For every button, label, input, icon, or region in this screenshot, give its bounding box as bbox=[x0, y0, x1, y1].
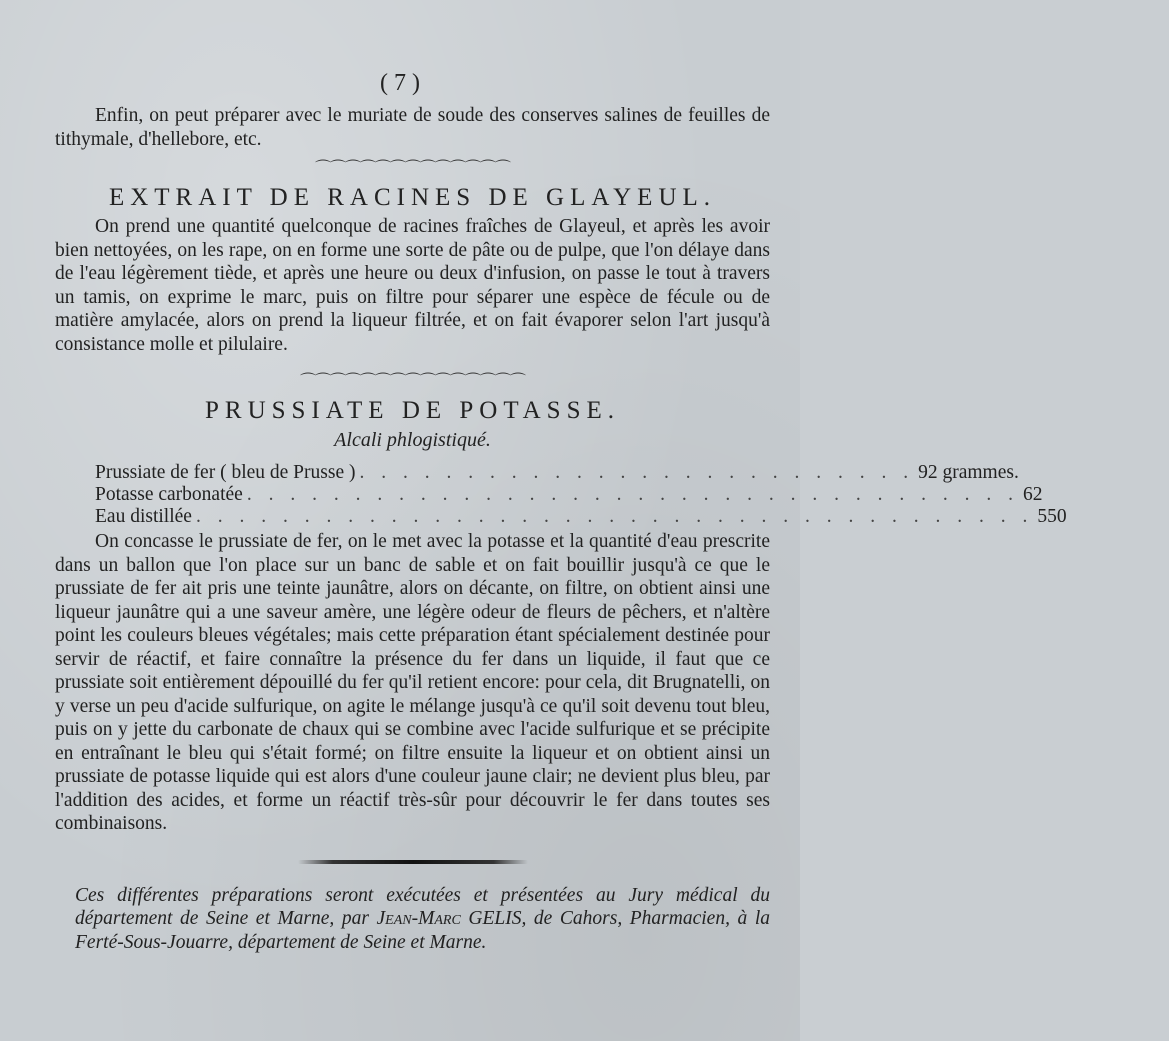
leader-dots: . . . . . . . . . . . . . . . . . . . . . . . . . . . . . . . . . . . . . . . bbox=[195, 506, 1034, 527]
section-title-prussiate: PRUSSIATE DE POTASSE. bbox=[204, 397, 621, 424]
ingredient-name: Eau distillée bbox=[95, 506, 192, 527]
ingredient-name: Potasse carbonatée bbox=[95, 484, 243, 505]
ingredient-row bbox=[55, 484, 1043, 506]
leader-dots: . . . . . . . . . . . . . . . . . . . . . . . . . . . . . . . . . . . . bbox=[246, 484, 1019, 505]
ingredient-row bbox=[55, 462, 1019, 484]
ingredient-quantity: 92 grammes. bbox=[918, 462, 1019, 483]
prussiate-paragraph: On concasse le prussiate de fer, on le met avec la potasse et la quantité d'eau prescrite dans un ballon que l'on place sur un banc de sable et on fait bouillir jusqu'à ce que le prussiate de fer ait pris une teinte jaunâtre, alors on décante, on filtre, on obtient ainsi une liqueur jaunâtre qui a une saveur amère, une légère odeur de fleurs de pêchers, et n'altère point les couleurs bleues végétales; mais cette préparation étant spécialement destinée pour servir de réactif, et faire connaître la présence du fer dans un liquide, il faut que ce prussiate soit entièrement dépouillé du fer qu'il retient encore: pour cela, dit Brugnatelli, on y verse un peu d'acide sulfurique, on agite le mélange jusqu'à ce qu'il soit devenu tout bleu, puis on y jette du carbonate de chaux qui se combine avec l'acide sulfurique et se précipite en entraînant le bleu qui s'était formé; on filtre ensuite la liqueur et on obtient ainsi un prussiate de potasse liquide qui est alors d'une couleur jaune clair; ne devient plus bleu, par l'addition des acides, et forme un réactif très-sûr pour découvrir le fer dans toutes ses combinaisons. bbox=[55, 531, 770, 834]
ingredient-quantity: 62 bbox=[1022, 484, 1043, 505]
ornament-divider-2: ⌒⌒⌒⌒⌒⌒⌒⌒⌒⌒⌒⌒⌒⌒⌒ bbox=[299, 371, 525, 390]
section-title-glayeul: EXTRAIT DE RACINES DE GLAYEUL. bbox=[108, 184, 717, 211]
author-name: Jean-Marc GELIS bbox=[376, 908, 522, 929]
page-number: ( 7 ) bbox=[380, 70, 420, 96]
section-subtitle: Alcali phlogistiqué. bbox=[334, 429, 491, 451]
closing-paragraph bbox=[55, 884, 770, 955]
closing-text-start: Ces différentes préparations seront exécutées et présentées au Jury médical du département de Seine et Marne, par bbox=[75, 884, 770, 929]
ingredient-name: Prussiate de fer ( bleu de Prusse ) bbox=[95, 462, 356, 483]
intro-paragraph: Enfin, on peut préparer avec le muriate de soude des conserves salines de feuilles de tithymale, d'hellebore, etc. bbox=[55, 105, 770, 150]
ingredient-row bbox=[55, 506, 1067, 528]
ingredient-list bbox=[55, 462, 1067, 528]
leader-dots: . . . . . . . . . . . . . . . . . . . . . . . . . . bbox=[359, 462, 915, 483]
ornament-divider-1: ⌒⌒⌒⌒⌒⌒⌒⌒⌒⌒⌒⌒⌒ bbox=[314, 158, 510, 177]
ingredient-quantity: 550 bbox=[1037, 506, 1067, 527]
page-content bbox=[55, 104, 1067, 954]
decorative-rule bbox=[298, 860, 528, 864]
glayeul-paragraph: On prend une quantité quelconque de racines fraîches de Glayeul, et après les avoir bien nettoyées, on les rape, on en forme une sorte de pâte ou de pulpe, que l'on délaye dans de l'eau légèrement tiède, et après une heure ou deux d'infusion, on passe le tout à travers un tamis, on exprime le marc, puis on filtre pour séparer une espèce de fécule ou de matière amylacée, alors on prend la liqueur filtrée, et on fait évaporer selon l'art jusqu'à consistance molle et pilulaire. bbox=[55, 216, 770, 355]
closing-text-end: , de Cahors, Pharmacien, à la Ferté-Sous-Jouarre, département de Seine et Marne. bbox=[75, 908, 770, 953]
